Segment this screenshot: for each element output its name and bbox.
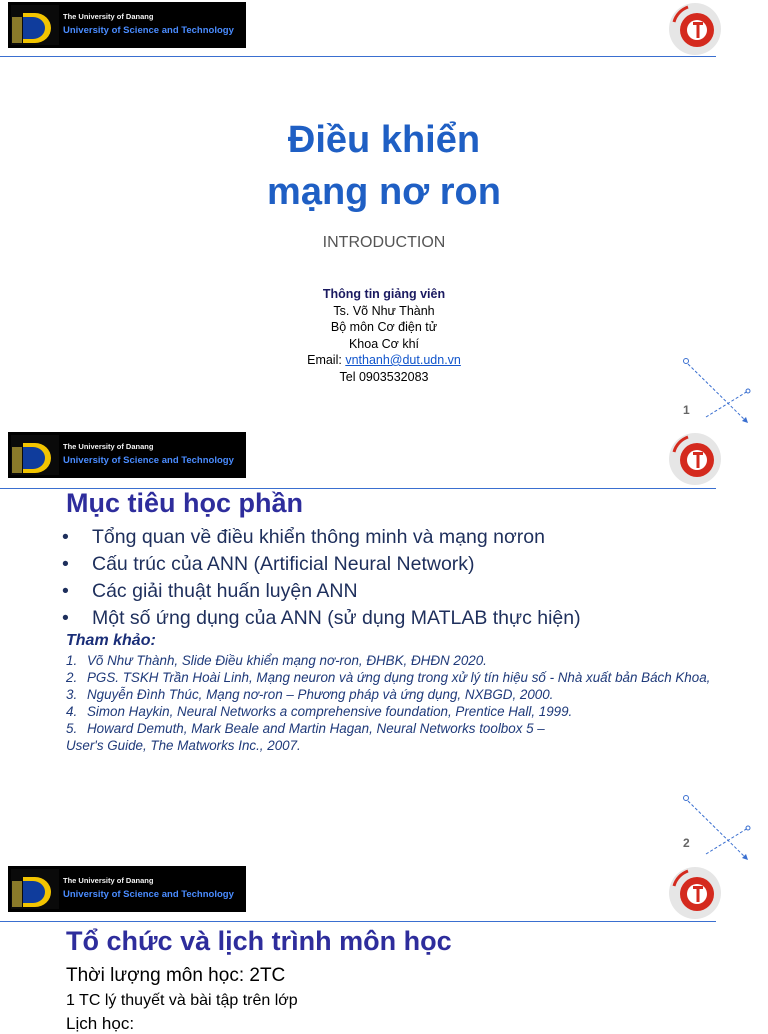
list-item: • Cấu trúc của ANN (Artificial Neural Network) (62, 553, 475, 575)
title-line-1: Điều khiển (287, 119, 481, 161)
school-name: University of Science and Technology (63, 455, 234, 466)
slide-1 (0, 0, 768, 432)
university-name: The University of Danang (63, 876, 154, 885)
reference-text: PGS. TSKH Trần Hoài Linh, Mạng neuron và ứng dụng trong xử lý tín hiệu số - Nhà xuất bản Bách Khoa, (87, 670, 711, 685)
reference-item (66, 686, 736, 703)
faculty-emblem-icon (668, 432, 722, 486)
objective-text: Một số ứng dụng của ANN (sử dụng MATLAB thực hiện) (92, 607, 581, 629)
university-name: The University of Danang (63, 442, 154, 451)
email-line (0, 352, 768, 369)
department: Bộ môn Cơ điện tử (330, 320, 438, 334)
university-banner (8, 2, 246, 48)
reference-item (66, 720, 736, 737)
title-line-2: mạng nơ ron (267, 171, 501, 213)
school-name: University of Science and Technology (63, 25, 234, 36)
email-label: Email: (307, 353, 346, 367)
reference-number: 5. (66, 721, 78, 736)
lecturer-name: Ts. Võ Như Thành (333, 303, 435, 318)
lecturer-info (0, 286, 768, 385)
faculty-emblem-icon (668, 866, 722, 920)
reference-text: Võ Như Thành, Slide Điều khiển mạng nơ-ron, ĐHBK, ĐHĐN 2020. (87, 653, 487, 668)
reference-number: 4. (66, 704, 78, 719)
objectives-list (62, 524, 581, 632)
list-item: • Các giải thuật huấn luyện ANN (62, 580, 358, 602)
lecturer-heading: Thông tin giảng viên (322, 287, 446, 301)
email-link[interactable]: vnthanh@dut.udn.vn (345, 353, 461, 367)
faculty: Khoa Cơ khí (348, 336, 420, 351)
slide-title (0, 114, 768, 218)
list-item: • Một số ứng dụng của ANN (sử dụng MATLAB thực hiện) (62, 607, 581, 629)
faculty-emblem-icon (668, 2, 722, 56)
tel-line: Tel 0903532083 (339, 369, 429, 384)
references-heading: Tham khảo: (66, 632, 156, 649)
page-number: 2 (683, 836, 690, 850)
bach-khoa-logo (11, 435, 59, 475)
reference-number: 1. (66, 653, 78, 668)
reference-item (66, 652, 736, 669)
page-number: 1 (683, 403, 690, 417)
objective-text: Tổng quan về điều khiển thông minh và mạng nơron (92, 526, 545, 548)
university-banner (8, 432, 246, 478)
reference-number: 3. (66, 687, 78, 702)
section-title: Mục tiêu học phần (66, 488, 304, 518)
header-line (0, 56, 716, 57)
objective-text: Các giải thuật huấn luyện ANN (92, 580, 358, 602)
theory-line: 1 TC lý thuyết và bài tập trên lớp (66, 992, 298, 1009)
schedule-line: Lịch học: (66, 1014, 135, 1033)
reference-text: Howard Demuth, Mark Beale and Martin Hagan, Neural Networks toolbox 5 – (87, 721, 545, 736)
slide-3 (0, 864, 768, 1033)
references-list (66, 652, 736, 754)
university-name: The University of Danang (63, 12, 154, 21)
objective-text: Cấu trúc của ANN (Artificial Neural Network) (92, 553, 475, 575)
university-banner (8, 866, 246, 912)
school-name: University of Science and Technology (63, 889, 234, 900)
header-line (0, 921, 716, 922)
reference-tail: User's Guide, The Matworks Inc., 2007. (66, 738, 301, 753)
section-title: Tổ chức và lịch trình môn học (66, 926, 452, 956)
bach-khoa-logo (11, 5, 59, 45)
reference-item (66, 669, 736, 686)
reference-number: 2. (66, 670, 78, 685)
duration-line: Thời lượng môn học: 2TC (66, 965, 286, 986)
decorative-arrows-icon (676, 792, 756, 864)
reference-text: Nguyễn Đình Thúc, Mạng nơ-ron – Phương pháp và ứng dụng, NXBGD, 2000. (87, 687, 554, 702)
reference-item (66, 703, 736, 720)
reference-text: Simon Haykin, Neural Networks a comprehensive foundation, Prentice Hall, 1999. (87, 704, 573, 719)
bach-khoa-logo (11, 869, 59, 909)
list-item: • Tổng quan về điều khiển thông minh và mạng nơron (62, 526, 545, 548)
slide-subtitle: INTRODUCTION (322, 234, 446, 251)
